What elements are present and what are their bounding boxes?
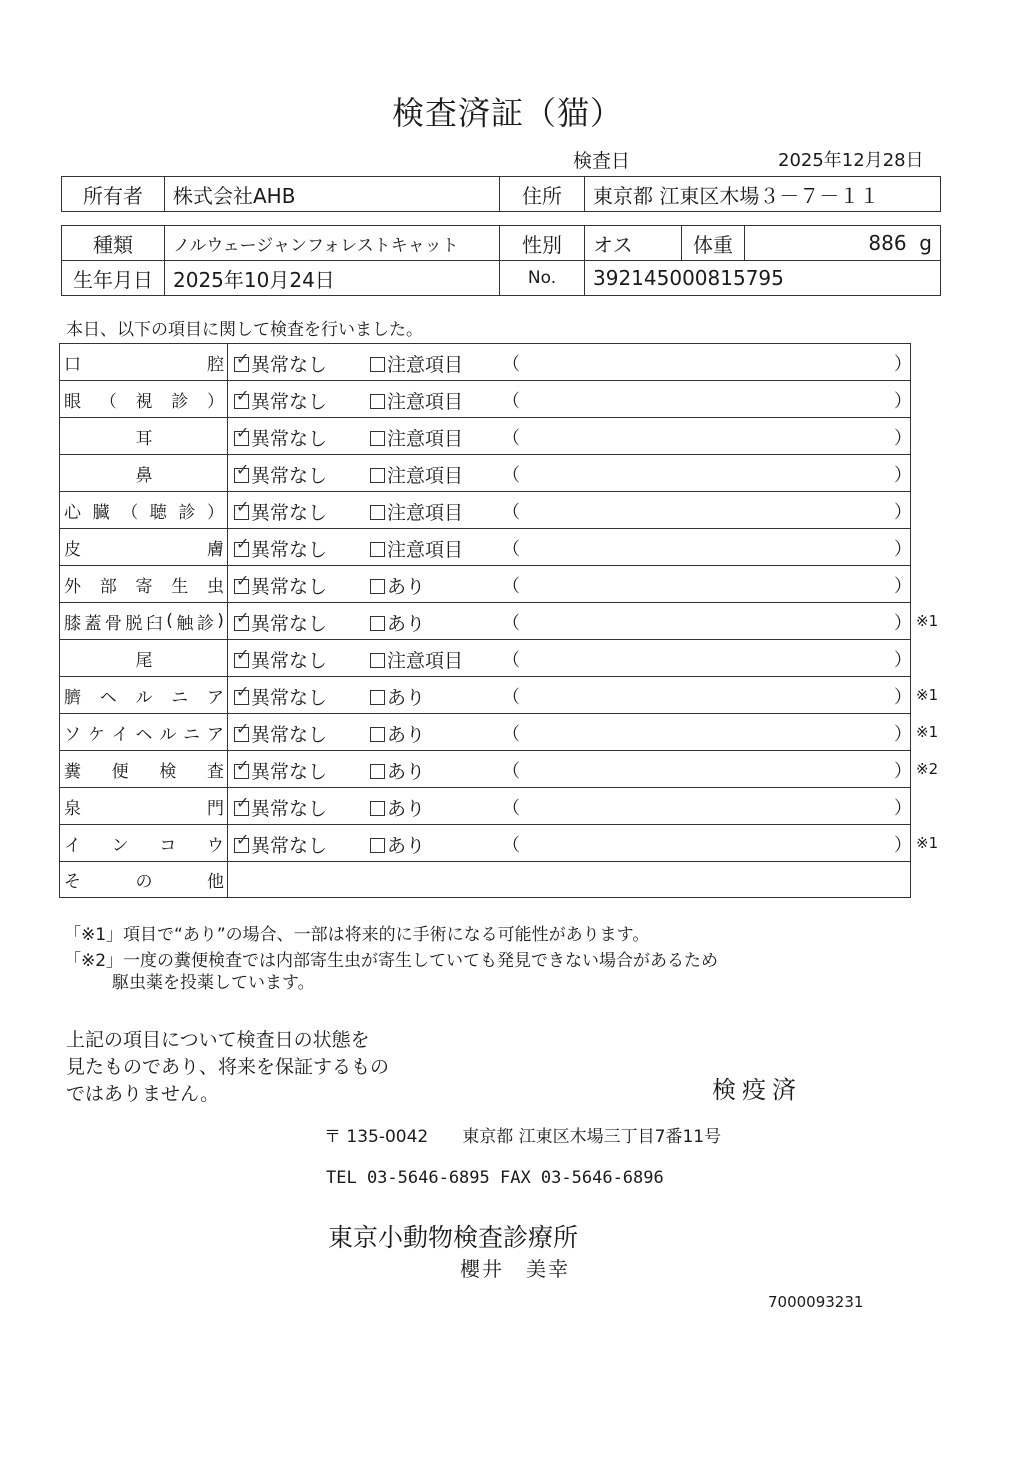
item-name-char: 門: [207, 798, 224, 819]
item-name-char: 心: [64, 502, 81, 523]
option-alert-label: あり: [387, 576, 426, 598]
owner-label: 所有者: [62, 177, 165, 212]
check-mark-icon: ✓: [236, 460, 250, 479]
exam-item-row: [59, 380, 911, 417]
checkbox-checked[interactable]: [234, 719, 250, 742]
exam-date: 2025年12月28日: [778, 150, 924, 171]
weight-label: 体重: [682, 226, 745, 261]
checkbox-checked[interactable]: [234, 682, 250, 705]
checkbox-unchecked[interactable]: [370, 690, 385, 705]
paren-open: （: [502, 539, 520, 560]
exam-item-name: [60, 788, 228, 824]
option-normal-label: 異常なし: [251, 428, 328, 450]
item-name-char: 蓋: [84, 613, 102, 634]
checkbox-unchecked[interactable]: [370, 579, 385, 594]
exam-item-name: [60, 566, 228, 602]
item-name-char: の: [135, 872, 153, 892]
paren-close: ）: [894, 391, 912, 412]
exam-item-row-other: [59, 861, 911, 898]
paren-open: （: [502, 798, 520, 819]
item-name-char: 査: [206, 761, 224, 782]
paren-open: （: [502, 428, 520, 449]
option-normal[interactable]: [234, 757, 327, 784]
option-normal-label: 異常なし: [251, 539, 328, 561]
item-name-char: ル: [159, 724, 177, 745]
option-alert[interactable]: [370, 535, 463, 562]
exam-item-name: [60, 751, 228, 787]
option-normal-label: 異常なし: [251, 391, 328, 413]
option-alert[interactable]: [370, 757, 425, 784]
item-name-char: 骨: [104, 613, 122, 634]
footnote-2-continued: 駆虫薬を投薬しています。: [112, 973, 315, 993]
option-alert[interactable]: [370, 609, 425, 636]
item-name-char: ア: [206, 724, 224, 745]
option-normal-label: 異常なし: [251, 650, 328, 672]
option-normal-label: 異常なし: [251, 687, 328, 709]
paren-open: （: [502, 613, 520, 634]
check-mark-icon: ✓: [236, 349, 250, 368]
item-name-char: 生: [171, 576, 189, 597]
check-mark-icon: ✓: [236, 645, 250, 664]
exam-item-name: 鼻: [60, 455, 228, 491]
option-alert-label: あり: [387, 687, 426, 709]
checkbox-unchecked[interactable]: [370, 653, 385, 668]
checkbox-checked[interactable]: [234, 756, 250, 779]
exam-item-name: [60, 381, 228, 417]
animal-table: [61, 225, 941, 296]
item-name-char: 診: [171, 391, 189, 412]
item-name-char: イ: [64, 835, 81, 856]
item-name-char: 膚: [207, 539, 224, 560]
item-name-char: 虫: [207, 576, 224, 597]
option-alert-label: 注意項目: [387, 354, 464, 376]
checkbox-checked[interactable]: [234, 793, 250, 816]
item-name-char: 眼: [64, 391, 81, 412]
disclaimer: [66, 1027, 389, 1108]
footnote-2: 「※2」一度の糞便検査では内部寄生虫が寄生していても発見できない場合があるため: [64, 951, 719, 971]
paren-open: （: [502, 687, 520, 708]
weight-value: 886: [868, 231, 907, 255]
option-normal[interactable]: [234, 720, 327, 747]
exam-item-name: [60, 603, 228, 639]
item-name-char: 臼: [145, 613, 163, 634]
exam-item-name: [60, 492, 228, 528]
item-name-char: ウ: [206, 835, 224, 856]
option-alert-label: 注意項目: [387, 428, 464, 450]
exam-item-row: [59, 491, 911, 528]
item-name-char: 糞: [64, 761, 81, 782]
check-mark-icon: ✓: [236, 534, 250, 553]
checkbox-checked[interactable]: [234, 386, 250, 409]
option-alert[interactable]: [370, 794, 425, 821]
birth-label: 生年月日: [62, 261, 165, 296]
page-title: 検査済証（猫）: [391, 94, 623, 132]
item-name-char: ニ: [171, 687, 189, 708]
exam-date-label: 検査日: [573, 150, 631, 172]
option-alert[interactable]: [370, 572, 425, 599]
option-alert[interactable]: [370, 498, 463, 525]
weight-unit: g: [919, 231, 932, 255]
item-note: ※1: [916, 723, 939, 741]
option-alert-label: 注意項目: [387, 650, 464, 672]
exam-items-table: [59, 343, 939, 898]
option-alert[interactable]: [370, 350, 463, 377]
item-name-char: ）: [206, 502, 224, 523]
exam-item-name: [60, 677, 228, 713]
footnote-1: 「※1」項目で“あり”の場合、一部は将来的に手術になる可能性があります。: [64, 925, 650, 945]
item-name-char: 口: [64, 354, 81, 375]
checkbox-unchecked[interactable]: [370, 431, 385, 446]
option-normal[interactable]: [234, 387, 327, 414]
checkbox-unchecked[interactable]: [370, 838, 385, 853]
checkbox-unchecked[interactable]: [370, 394, 385, 409]
paren-close: ）: [894, 502, 912, 523]
paren-open: （: [502, 502, 520, 523]
item-name-char: イ: [111, 724, 129, 745]
checkbox-checked[interactable]: [234, 571, 250, 594]
item-name-char: ケ: [87, 724, 105, 745]
weight-field: [745, 226, 941, 261]
check-mark-icon: ✓: [236, 497, 250, 516]
item-note: ※1: [916, 834, 939, 852]
exam-item-row: [59, 454, 911, 491]
option-normal[interactable]: [234, 683, 327, 710]
checkbox-checked[interactable]: [234, 608, 250, 631]
option-normal-label: 異常なし: [251, 798, 328, 820]
item-note: ※1: [916, 612, 939, 630]
item-name-char: ヘ: [99, 687, 117, 708]
address-value: 東京都 江東区木場３－７－１１: [585, 177, 941, 212]
item-name-char: （: [99, 391, 117, 412]
option-alert[interactable]: [370, 683, 425, 710]
clinic-address: 〒 135-0042 東京都 江東区木場三丁目7番11号: [324, 1127, 722, 1147]
option-alert[interactable]: [370, 646, 463, 673]
item-name-char: 診: [196, 613, 214, 634]
paren-close: ）: [894, 724, 912, 745]
exam-item-row: [59, 676, 939, 713]
paren-open: （: [502, 761, 520, 782]
owner-table: [61, 176, 941, 212]
paren-close: ）: [894, 539, 912, 560]
clinic-phone-fax: TEL 03-5646-6895 FAX 03-5646-6896: [326, 1168, 664, 1188]
option-normal[interactable]: [234, 794, 327, 821]
check-mark-icon: ✓: [236, 830, 250, 849]
exam-item-name: [60, 344, 228, 380]
birth-value: 2025年10月24日: [165, 261, 500, 296]
option-alert-label: あり: [387, 835, 426, 857]
checkbox-checked[interactable]: [234, 830, 250, 853]
exam-item-row: [59, 528, 911, 565]
veterinarian-name: 櫻井 美幸: [460, 1257, 570, 1281]
item-name-char: 視: [135, 391, 153, 412]
item-name-char: ): [217, 611, 224, 631]
check-mark-icon: ✓: [236, 756, 250, 775]
option-normal[interactable]: [234, 498, 327, 525]
option-normal-label: 異常なし: [251, 835, 328, 857]
disclaimer-line: 見たものであり、将来を保証するもの: [66, 1056, 390, 1078]
item-name-char: ソ: [64, 724, 81, 745]
paren-open: （: [502, 724, 520, 745]
owner-value: 株式会社AHB: [165, 177, 500, 212]
paren-close: ）: [894, 798, 912, 819]
option-alert-label: 注意項目: [387, 465, 464, 487]
item-name-char: 皮: [64, 539, 81, 560]
check-mark-icon: ✓: [236, 608, 250, 627]
option-normal[interactable]: [234, 350, 327, 377]
checkbox-checked[interactable]: [234, 645, 250, 668]
check-mark-icon: ✓: [236, 386, 250, 405]
quarantine-seal: 検疫済: [712, 1076, 802, 1104]
exam-item-row: [59, 417, 911, 454]
paren-open: （: [502, 835, 520, 856]
exam-item-row: [59, 824, 939, 861]
item-name-char: 部: [99, 576, 117, 597]
paren-close: ）: [894, 613, 912, 634]
item-name-char: ）: [207, 391, 224, 412]
number-value: 392145000815795: [585, 261, 941, 296]
checkbox-checked[interactable]: [234, 534, 250, 557]
item-name-char: 臓: [92, 502, 110, 523]
disclaimer-line: 上記の項目について検査日の状態を: [66, 1029, 370, 1051]
number-label: No.: [500, 261, 585, 296]
exam-item-row: [59, 602, 939, 639]
option-alert-label: あり: [387, 613, 426, 635]
item-name-char: ア: [207, 687, 224, 708]
option-alert[interactable]: [370, 720, 425, 747]
checkbox-unchecked[interactable]: [370, 616, 385, 631]
exam-item-name: [60, 825, 228, 861]
sex-value: オス: [585, 226, 682, 261]
option-alert[interactable]: [370, 461, 463, 488]
option-alert[interactable]: [370, 424, 463, 451]
exam-item-row: [59, 565, 911, 602]
option-normal-label: 異常なし: [251, 761, 328, 783]
checkbox-unchecked[interactable]: [370, 727, 385, 742]
checkbox-unchecked[interactable]: [370, 468, 385, 483]
exam-item-name: [60, 529, 228, 565]
paren-open: （: [502, 576, 520, 597]
option-alert-label: 注意項目: [387, 391, 464, 413]
option-normal[interactable]: [234, 646, 327, 673]
checkbox-checked[interactable]: [234, 497, 250, 520]
item-name-char: 触: [176, 613, 194, 634]
paren-open: （: [502, 650, 520, 671]
sex-label: 性別: [500, 226, 585, 261]
paren-open: （: [502, 354, 520, 375]
exam-item-name: [60, 714, 228, 750]
paren-close: ）: [894, 354, 912, 375]
item-name-char: 聴: [149, 502, 167, 523]
item-name-char: そ: [64, 872, 81, 892]
document-code: 7000093231: [768, 1293, 864, 1311]
clinic-name: 東京小動物検査診療所: [328, 1223, 579, 1252]
item-name-char: （: [121, 502, 139, 523]
item-name-char: 腔: [207, 354, 224, 375]
item-name-char: 便: [111, 761, 129, 782]
option-normal[interactable]: [234, 831, 327, 858]
paren-close: ）: [894, 428, 912, 449]
paren-close: ）: [894, 687, 912, 708]
option-normal-label: 異常なし: [251, 354, 328, 376]
breed-value: ノルウェージャンフォレストキャット: [165, 226, 500, 261]
option-alert-label: あり: [387, 761, 426, 783]
intro-text: 本日、以下の項目に関して検査を行いました。: [66, 320, 423, 340]
item-name-char: 臍: [64, 687, 81, 708]
checkbox-unchecked[interactable]: [370, 505, 385, 520]
checkbox-unchecked[interactable]: [370, 764, 385, 779]
option-normal[interactable]: [234, 461, 327, 488]
checkbox-checked[interactable]: [234, 423, 250, 446]
paren-close: ）: [894, 650, 912, 671]
exam-item-row: [59, 713, 939, 750]
option-alert[interactable]: [370, 387, 463, 414]
option-alert-label: 注意項目: [387, 502, 464, 524]
check-mark-icon: ✓: [236, 682, 250, 701]
exam-item-row: [59, 639, 911, 676]
paren-close: ）: [894, 835, 912, 856]
paren-open: （: [502, 391, 520, 412]
paren-close: ）: [894, 465, 912, 486]
checkbox-unchecked[interactable]: [370, 542, 385, 557]
option-normal-label: 異常なし: [251, 465, 328, 487]
item-name-char: ン: [111, 835, 129, 856]
item-name-char: 診: [178, 502, 196, 523]
exam-item-row: [59, 750, 939, 787]
check-mark-icon: ✓: [236, 793, 250, 812]
exam-item-name: 尾: [60, 640, 228, 676]
paren-open: （: [502, 465, 520, 486]
checkbox-unchecked[interactable]: [370, 801, 385, 816]
check-mark-icon: ✓: [236, 423, 250, 442]
item-name-char: 検: [159, 761, 177, 782]
item-name-char: ル: [135, 687, 153, 708]
item-name-char: コ: [159, 835, 177, 856]
item-name-char: ヘ: [135, 724, 153, 745]
check-mark-icon: ✓: [236, 571, 250, 590]
paren-close: ）: [894, 761, 912, 782]
exam-item-row: [59, 343, 911, 380]
item-name-char: 他: [207, 872, 224, 892]
item-name-char: (: [166, 611, 173, 631]
checkbox-checked[interactable]: [234, 349, 250, 372]
checkbox-checked[interactable]: [234, 460, 250, 483]
option-normal-label: 異常なし: [251, 613, 328, 635]
option-normal-label: 異常なし: [251, 724, 328, 746]
item-name-char: 泉: [64, 798, 81, 819]
checkbox-unchecked[interactable]: [370, 357, 385, 372]
option-normal[interactable]: [234, 572, 327, 599]
address-label: 住所: [500, 177, 585, 212]
disclaimer-line: ではありません。: [66, 1083, 220, 1105]
exam-item-row: [59, 787, 911, 824]
item-name-char: 寄: [135, 576, 153, 597]
option-normal[interactable]: [234, 424, 327, 451]
exam-item-name: 耳: [60, 418, 228, 454]
option-normal[interactable]: [234, 609, 327, 636]
item-note: ※2: [916, 760, 939, 778]
option-alert-label: あり: [387, 798, 426, 820]
item-note: ※1: [916, 686, 939, 704]
option-normal[interactable]: [234, 535, 327, 562]
item-name-char: 膝: [64, 613, 81, 634]
option-alert-label: あり: [387, 724, 426, 746]
breed-label: 種類: [62, 226, 165, 261]
exam-item-name: [60, 862, 228, 897]
item-name-char: 脱: [125, 613, 143, 634]
option-normal-label: 異常なし: [251, 576, 328, 598]
option-alert[interactable]: [370, 831, 425, 858]
option-normal-label: 異常なし: [251, 502, 328, 524]
option-alert-label: 注意項目: [387, 539, 464, 561]
item-name-char: 外: [64, 576, 81, 597]
item-name-char: ニ: [183, 724, 201, 745]
check-mark-icon: ✓: [236, 719, 250, 738]
paren-close: ）: [894, 576, 912, 597]
